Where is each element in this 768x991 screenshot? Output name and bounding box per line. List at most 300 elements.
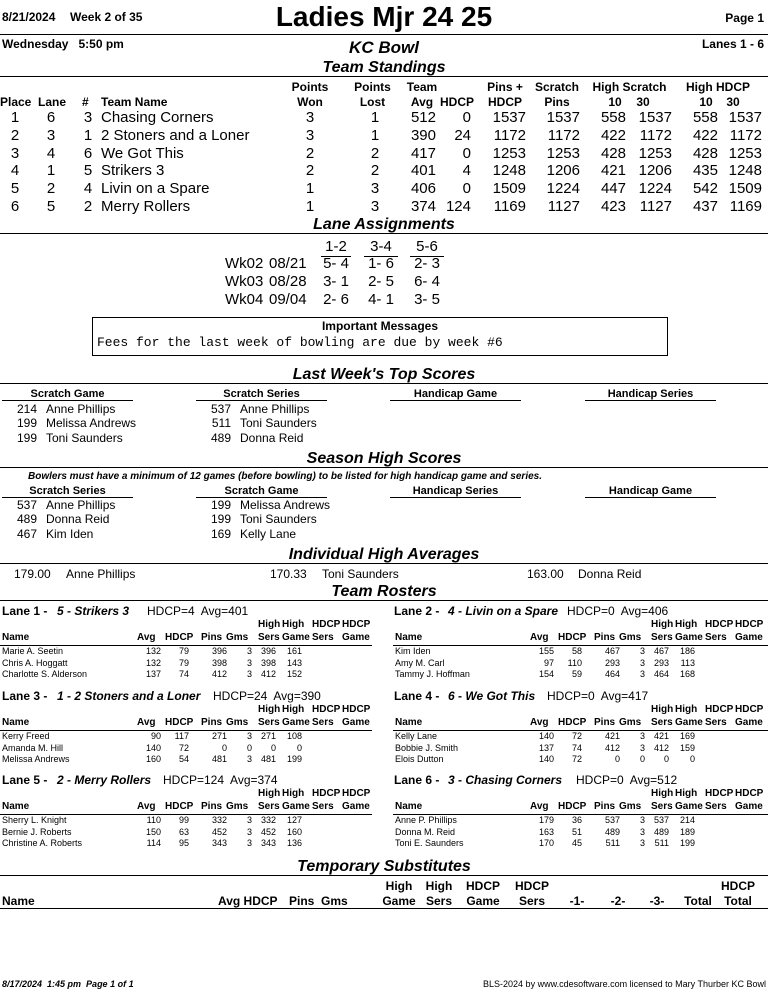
subs-h-g2: -2- <box>610 894 626 908</box>
hdr-hdcp: HDCP <box>735 619 764 630</box>
standing-team-avg: 401 <box>410 162 436 180</box>
lanes-range: Lanes 1 - 6 <box>701 37 764 51</box>
hdr-hdcp: HDCP <box>312 704 341 715</box>
standing-team-avg: 374 <box>410 198 436 215</box>
standing-high-hdcp-30: 1248 <box>728 162 762 180</box>
player-pins: 396 <box>211 646 227 656</box>
hdr-high: High <box>675 704 698 715</box>
lane-pair-3-4: 1- 6 <box>368 255 394 272</box>
standing-high-hdcp-30: 1537 <box>728 109 762 126</box>
hdr-hdcp: HDCP <box>165 801 194 812</box>
score-value: 467 <box>16 526 37 541</box>
standing-lane: 4 <box>46 144 56 162</box>
player-pins: 332 <box>211 815 227 825</box>
hdr-sers: Sers <box>312 717 334 728</box>
standing-high-hdcp-10: 435 <box>692 162 718 180</box>
standing-place: 6 <box>10 198 20 215</box>
subs-h-name: Name <box>2 894 35 908</box>
hdr-hdcp: HDCP <box>558 717 587 728</box>
hdr-avg: Avg <box>137 801 156 812</box>
score-value: 169 <box>210 526 231 541</box>
standing-team-number: 4 <box>83 180 93 198</box>
hdr-high: High <box>282 619 305 630</box>
hdr-game: Game <box>342 717 370 728</box>
subs-h-hdcp1: HDCP <box>466 879 501 893</box>
player-avg: 140 <box>538 731 554 741</box>
player-hdcp: 72 <box>178 742 189 753</box>
standing-pins-hdcp: 1248 <box>492 162 526 180</box>
lane-col-1-2: 1-2 <box>321 238 351 257</box>
standing-team-avg: 512 <box>410 109 436 126</box>
player-high-series: 0 <box>270 742 276 753</box>
lane-pair-1-2: 2- 6 <box>323 291 349 308</box>
standing-scratch-pins: 1253 <box>546 144 580 162</box>
score-value: 537 <box>16 498 37 512</box>
hdr-name: Name <box>2 632 30 643</box>
player-avg: 114 <box>146 838 161 849</box>
lane-date: 08/21 <box>269 255 307 272</box>
standing-high-hdcp-30: 1172 <box>729 126 762 144</box>
player-games: 3 <box>246 669 252 680</box>
hdr-hdcp: HDCP <box>312 788 341 799</box>
standing-points-won: 2 <box>305 162 315 180</box>
player-hdcp: 54 <box>178 754 189 765</box>
player-high-series: 332 <box>260 815 276 825</box>
hdr-hdcp: HDCP <box>342 619 371 630</box>
standing-pins-hdcp: 1253 <box>492 144 526 162</box>
hdr-hdcp: HDCP <box>165 632 194 643</box>
roster-lane-label: Lane 3 - <box>2 689 48 703</box>
hdr-gms: Gms <box>226 801 249 812</box>
hdr-high-hdcp: High HDCP <box>686 80 750 94</box>
player-name: Bobbie J. Smith <box>395 742 459 753</box>
standing-points-lost: 1 <box>370 126 380 144</box>
lane-date: 09/04 <box>269 291 307 308</box>
player-high-game: 108 <box>286 731 302 741</box>
hdr-sers: Sers <box>312 801 334 812</box>
hdr-num: # <box>82 95 89 109</box>
hdr-team-name: Team Name <box>101 95 168 109</box>
standing-team-name: Livin on a Spare <box>101 180 210 198</box>
bowler-name: Toni Saunders <box>240 512 317 527</box>
subs-h-hdcp2: HDCP <box>515 879 550 893</box>
lane-week: Wk03 <box>225 273 264 290</box>
standing-place: 5 <box>10 180 20 198</box>
sh-head-scratch-series: Scratch Series <box>2 485 133 498</box>
hdr-high: High <box>675 788 698 799</box>
player-name: Anne P. Phillips <box>395 815 457 825</box>
hdr-pins: Pins <box>201 717 223 728</box>
bowler-name: Donna Reid <box>578 567 642 581</box>
player-games: 3 <box>639 646 645 656</box>
player-avg: 132 <box>145 646 161 656</box>
player-avg: 160 <box>145 754 161 765</box>
hdr-sers: Sers <box>651 717 673 728</box>
player-pins: 467 <box>604 646 620 656</box>
hdr-avg: Avg <box>137 717 156 728</box>
hdr-gms: Gms <box>619 717 642 728</box>
score-value: 199 <box>210 498 231 512</box>
lane-pair-3-4: 4- 1 <box>368 291 394 308</box>
hdr-avg: Avg <box>530 801 549 812</box>
roster-lane-label: Lane 2 - <box>394 604 440 618</box>
hdr-name: Name <box>395 717 423 728</box>
player-games: 0 <box>639 754 645 765</box>
standing-high-hdcp-30: 1253 <box>728 144 762 162</box>
hdr-sers: Sers <box>705 632 727 643</box>
hdr-gms: Gms <box>226 632 249 643</box>
score-value: 537 <box>210 402 231 416</box>
roster-team-info: HDCP=0 Avg=512 <box>576 773 678 787</box>
player-high-series: 452 <box>260 826 276 837</box>
page-title: Ladies Mjr 24 25 <box>275 1 493 32</box>
standing-scratch-pins: 1172 <box>547 126 580 144</box>
player-games: 3 <box>639 669 645 680</box>
hdr-won: Won <box>297 95 323 109</box>
bowler-name: Anne Phillips <box>46 498 116 512</box>
player-high-series: 293 <box>653 657 669 668</box>
player-high-game: 0 <box>689 754 695 765</box>
player-hdcp: 51 <box>571 826 582 837</box>
player-pins: 489 <box>604 826 620 837</box>
hdr-name: Name <box>2 801 30 812</box>
player-high-game: 161 <box>286 646 302 656</box>
hdr-hh-10: 10 <box>699 95 713 109</box>
roster-lane-label: Lane 5 - <box>2 773 48 787</box>
player-hdcp: 110 <box>567 657 582 668</box>
hdr-avg: Avg <box>410 95 434 109</box>
player-high-series: 464 <box>653 669 669 680</box>
hdr-sers: Sers <box>258 717 280 728</box>
sh-head-handicap-series: Handicap Series <box>390 485 521 498</box>
standing-scratch-pins: 1127 <box>547 198 580 215</box>
last-week-title: Last Week's Top Scores <box>292 366 476 383</box>
hdr-game: Game <box>675 801 703 812</box>
player-hdcp: 63 <box>178 826 189 837</box>
player-games: 3 <box>639 815 645 825</box>
player-high-series: 343 <box>260 838 276 849</box>
hdr-avg: Avg <box>530 717 549 728</box>
standing-high-scratch-10: 428 <box>600 144 626 162</box>
player-hdcp: 58 <box>571 646 582 656</box>
standing-pins-hdcp: 1172 <box>493 126 526 144</box>
hdr-hdcp: HDCP <box>558 632 587 643</box>
player-pins: 412 <box>604 742 620 753</box>
hdr-hh-30: 30 <box>726 95 740 109</box>
hdr-hdcp: HDCP <box>440 95 475 109</box>
page-number: Page 1 <box>725 11 764 25</box>
roster-team-info: HDCP=0 Avg=406 <box>567 604 669 618</box>
standing-pins-hdcp: 1537 <box>492 109 526 126</box>
player-avg: 140 <box>538 754 554 765</box>
lane-pair-5-6: 2- 3 <box>414 255 440 272</box>
hdr-hdcp: HDCP <box>735 704 764 715</box>
hdr-game: Game <box>675 717 703 728</box>
lw-head-scratch-series: Scratch Series <box>196 388 327 401</box>
hdr-name: Name <box>395 801 423 812</box>
standing-points-lost: 2 <box>370 144 380 162</box>
standing-pins-hdcp: 1169 <box>493 198 526 215</box>
player-high-game: 159 <box>679 742 695 753</box>
average-value: 179.00 <box>14 567 51 581</box>
player-name: Chris A. Hoggatt <box>2 657 68 668</box>
roster-lane-label: Lane 1 - <box>2 604 48 618</box>
player-pins: 343 <box>211 838 227 849</box>
player-games: 3 <box>246 646 252 656</box>
player-hdcp: 36 <box>571 815 582 825</box>
bowler-name: Anne Phillips <box>46 402 116 416</box>
player-name: Melissa Andrews <box>2 754 70 765</box>
player-high-series: 412 <box>653 742 669 753</box>
roster-team-name: 6 - We Got This <box>448 689 536 703</box>
player-name: Marie A. Seetin <box>2 646 64 656</box>
player-name: Toni E. Saunders <box>395 838 464 849</box>
lane-col-5-6: 5-6 <box>410 238 444 257</box>
standing-high-hdcp-30: 1169 <box>729 198 762 215</box>
roster-lane-label: Lane 4 - <box>394 689 440 703</box>
standing-team-name: We Got This <box>101 144 184 162</box>
subs-h-high2: High <box>425 879 453 893</box>
hdr-game: Game <box>342 632 370 643</box>
player-games: 3 <box>639 826 645 837</box>
hdr-hdcp: HDCP <box>705 619 734 630</box>
score-value: 199 <box>16 416 37 431</box>
standing-points-won: 1 <box>305 198 315 215</box>
bowler-name: Donna Reid <box>46 512 110 527</box>
standing-team-number: 5 <box>83 162 93 180</box>
player-games: 3 <box>246 731 252 741</box>
hdr-hdcp: HDCP <box>705 788 734 799</box>
player-high-game: 152 <box>286 669 302 680</box>
score-value: 199 <box>16 430 37 445</box>
standing-lane: 2 <box>46 180 56 198</box>
subs-h-sers: Sers <box>425 894 453 908</box>
report-date: 8/21/2024 <box>2 10 56 24</box>
player-avg: 90 <box>150 731 161 741</box>
hdr-pins-plus: Pins + <box>487 80 523 94</box>
standing-team-name: Strikers 3 <box>101 162 165 180</box>
sh-head-handicap-game: Handicap Game <box>585 485 716 498</box>
player-high-series: 481 <box>260 754 276 765</box>
standing-high-hdcp-10: 558 <box>692 109 718 126</box>
hdr-lost: Lost <box>359 95 386 109</box>
messages-box <box>92 317 668 356</box>
hdr-game: Game <box>735 632 763 643</box>
messages-title: Important Messages <box>321 319 439 333</box>
roster-team-info: HDCP=124 Avg=374 <box>163 773 278 787</box>
rosters-title: Team Rosters <box>331 583 437 600</box>
lane-pair-1-2: 3- 1 <box>323 273 349 290</box>
hdr-sers: Sers <box>651 632 673 643</box>
hdr-scratch: Scratch <box>534 80 580 94</box>
player-pins: 481 <box>211 754 227 765</box>
standing-team-avg: 406 <box>410 180 436 198</box>
standing-lane: 3 <box>46 126 56 144</box>
messages-text: Fees for the last week of bowling are due by week #6 <box>97 335 503 350</box>
player-high-game: 143 <box>286 657 302 668</box>
standing-team-number: 3 <box>83 109 93 126</box>
standing-points-lost: 3 <box>370 180 380 198</box>
player-avg: 110 <box>146 815 161 825</box>
subs-h-g3: -3- <box>649 894 665 908</box>
player-avg: 170 <box>538 838 554 849</box>
hdr-high: High <box>258 704 281 715</box>
hdr-high: High <box>675 619 698 630</box>
standing-high-scratch-30: 1253 <box>638 144 672 162</box>
hdr-game: Game <box>342 801 370 812</box>
player-avg: 137 <box>538 742 554 753</box>
hdr-hdcp: HDCP <box>342 788 371 799</box>
footer-print-info: 8/17/2024 1:45 pm Page 1 of 1 <box>2 979 134 989</box>
standing-lane: 1 <box>46 162 56 180</box>
bowler-name: Anne Phillips <box>66 567 136 581</box>
score-value: 214 <box>16 402 37 416</box>
hdr-sers: Sers <box>312 632 334 643</box>
roster-team-name: 1 - 2 Stoners and a Loner <box>57 689 201 703</box>
standing-team-number: 6 <box>83 144 93 162</box>
roster-team-name: 2 - Merry Rollers <box>57 773 152 787</box>
lane-week: Wk02 <box>225 255 264 272</box>
lw-head-scratch-game: Scratch Game <box>2 388 133 401</box>
standing-scratch-pins: 1224 <box>546 180 580 198</box>
player-pins: 398 <box>211 657 227 668</box>
player-name: Kelly Lane <box>395 731 438 741</box>
player-name: Donna M. Reid <box>395 826 456 837</box>
standing-team-hdcp: 0 <box>462 180 471 198</box>
standing-pins-hdcp: 1509 <box>492 180 526 198</box>
hdr-sers: Sers <box>705 801 727 812</box>
player-games: 3 <box>246 657 252 668</box>
player-high-game: 214 <box>679 815 695 825</box>
hdr-gms: Gms <box>619 632 642 643</box>
hdr-pins: Pins <box>594 632 616 643</box>
player-high-game: 160 <box>286 826 302 837</box>
player-pins: 293 <box>604 657 620 668</box>
bowling-center: KC Bowl <box>349 38 419 57</box>
standing-points-lost: 1 <box>370 109 380 126</box>
hdr-game: Game <box>735 717 763 728</box>
hdr-high-scratch: High Scratch <box>592 80 667 94</box>
bowler-name: Toni Saunders <box>46 430 123 445</box>
subs-h-total: Total <box>684 894 712 908</box>
lane-pair-5-6: 6- 4 <box>414 273 440 290</box>
standing-team-number: 2 <box>83 198 93 215</box>
player-pins: 271 <box>211 731 227 741</box>
score-value: 489 <box>16 512 37 527</box>
standing-team-avg: 390 <box>410 126 436 144</box>
hdr-high: High <box>258 619 281 630</box>
player-high-game: 136 <box>286 838 302 849</box>
hdr-pins: Pins <box>201 632 223 643</box>
hdr-name: Name <box>2 717 30 728</box>
standing-high-scratch-10: 421 <box>600 162 626 180</box>
player-name: Charlotte S. Alderson <box>2 669 88 680</box>
hdr-high: High <box>282 788 305 799</box>
lane-col-3-4: 3-4 <box>364 238 398 257</box>
subs-h-avg-hdcp: Avg HDCP <box>218 894 278 908</box>
player-games: 3 <box>246 815 252 825</box>
player-avg: 163 <box>538 826 554 837</box>
hdr-pins-hdcp: HDCP <box>487 95 522 109</box>
standing-team-hdcp: 4 <box>462 162 471 180</box>
player-name: Kerry Freed <box>2 731 50 741</box>
day-time: Wednesday 5:50 pm <box>2 37 124 51</box>
standing-lane: 5 <box>46 198 56 215</box>
hdr-lane: Lane <box>38 95 67 109</box>
player-name: Christine A. Roberts <box>2 838 83 849</box>
roster-team-name: 4 - Livin on a Spare <box>448 604 559 618</box>
standing-team-hdcp: 124 <box>445 198 471 215</box>
standing-scratch-pins: 1206 <box>546 162 580 180</box>
player-games: 3 <box>639 657 645 668</box>
season-note: Bowlers must have a minimum of 12 games (before bowling) to be listed for high handicap game and series. <box>28 471 542 482</box>
hdr-high: High <box>282 704 305 715</box>
standing-high-hdcp-10: 422 <box>692 126 718 144</box>
standing-points-won: 3 <box>305 109 315 126</box>
standing-team-hdcp: 0 <box>462 109 471 126</box>
player-name: Bernie J. Roberts <box>2 826 72 837</box>
hdr-pins: Pins <box>201 801 223 812</box>
score-value: 489 <box>210 430 231 445</box>
hdr-team: Team <box>406 80 438 94</box>
standing-high-scratch-30: 1224 <box>638 180 672 198</box>
roster-team-info: HDCP=4 Avg=401 <box>147 604 249 618</box>
standing-high-scratch-30: 1206 <box>638 162 672 180</box>
standing-high-hdcp-10: 437 <box>692 198 718 215</box>
lw-head-handicap-game: Handicap Game <box>390 388 521 401</box>
hdr-place: Place <box>0 95 32 109</box>
footer-license: BLS-2024 by www.cdesoftware.com licensed to Mary Thurber KC Bowl <box>483 979 766 989</box>
hdr-hdcp: HDCP <box>165 717 194 728</box>
hdr-points: Points <box>291 80 329 94</box>
player-avg: 132 <box>145 657 161 668</box>
player-pins: 0 <box>221 742 227 753</box>
standing-place: 4 <box>10 162 20 180</box>
standing-place: 2 <box>10 126 20 144</box>
player-high-series: 421 <box>653 731 669 741</box>
standing-points-won: 1 <box>305 180 315 198</box>
player-avg: 137 <box>145 669 161 680</box>
standing-team-hdcp: 0 <box>462 144 471 162</box>
hdr-pins: Pins <box>594 717 616 728</box>
standing-high-hdcp-10: 428 <box>692 144 718 162</box>
standing-place: 3 <box>10 144 20 162</box>
lane-week: Wk04 <box>225 291 264 308</box>
score-value: 199 <box>210 512 231 527</box>
subs-h-game: Game <box>382 894 416 908</box>
bowler-name: Kim Iden <box>46 526 94 541</box>
player-hdcp: 72 <box>571 754 582 765</box>
player-pins: 452 <box>211 826 227 837</box>
standing-team-name: 2 Stoners and a Loner <box>101 126 250 144</box>
player-pins: 511 <box>605 838 620 849</box>
standing-points-won: 2 <box>305 144 315 162</box>
player-hdcp: 45 <box>571 838 582 849</box>
subs-h-total2: Total <box>724 894 752 908</box>
average-value: 170.33 <box>270 567 307 581</box>
hdr-hdcp: HDCP <box>558 801 587 812</box>
player-name: Amy M. Carl <box>395 657 445 668</box>
standing-scratch-pins: 1537 <box>546 109 580 126</box>
hdr-hs-10: 10 <box>608 95 622 109</box>
hdr-hdcp: HDCP <box>705 704 734 715</box>
player-games: 0 <box>246 742 252 753</box>
player-hdcp: 79 <box>178 657 189 668</box>
bowler-name: Toni Saunders <box>322 567 399 581</box>
lane-pair-1-2: 5- 4 <box>323 255 349 272</box>
standing-high-scratch-10: 447 <box>600 180 626 198</box>
subs-h-g1: -1- <box>569 894 585 908</box>
